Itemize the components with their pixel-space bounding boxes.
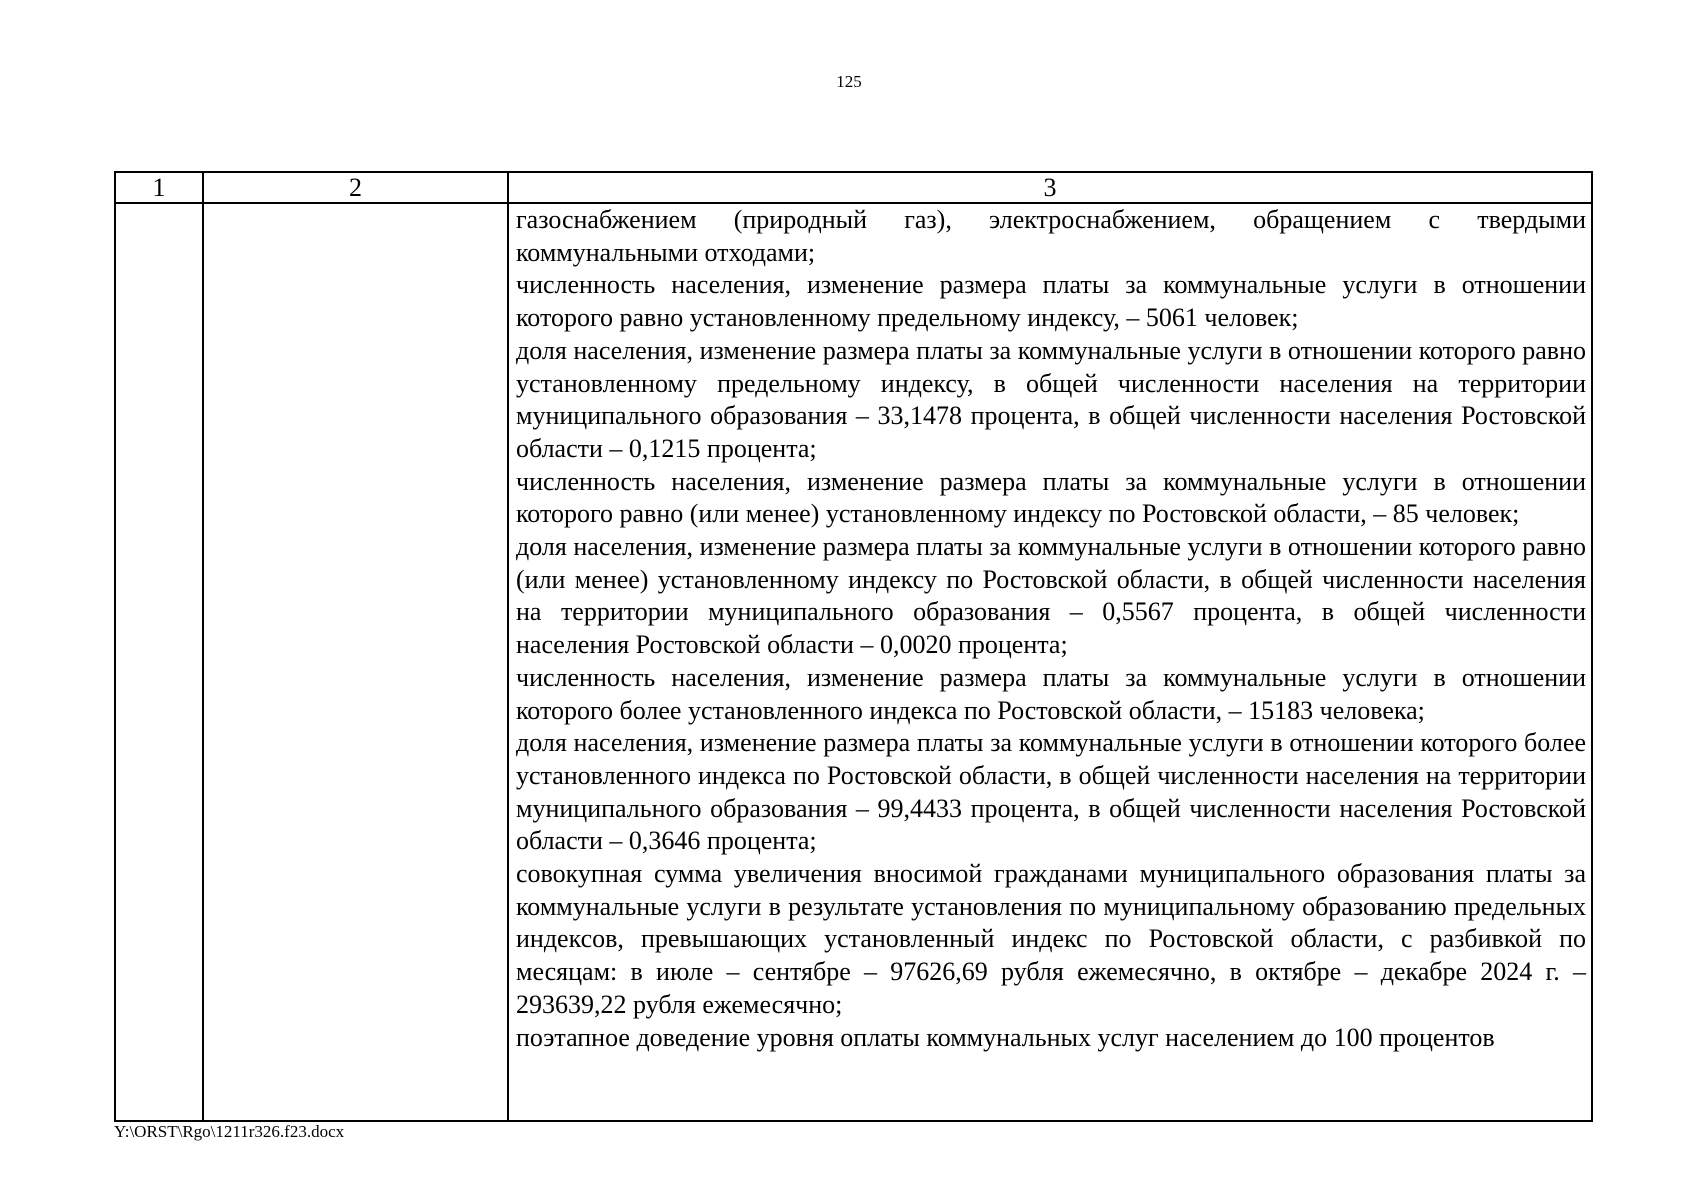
paragraph-waste-services: газоснабжением (природный газ), электроснабжением, обращением с твердыми коммунальными отходами; xyxy=(516,205,1586,267)
column-header-3: 3 xyxy=(508,172,1592,203)
paragraph-gradual-payment-level: поэтапное доведение уровня оплаты коммунальных услуг населением до 100 процентов xyxy=(516,1022,1495,1052)
footer-file-path: Y:\ORST\Rgo\1211r326.f23.docx xyxy=(114,1122,345,1141)
paragraph-share-above-index: доля населения, изменение размера платы за коммунальные услуги в отношении которого более установленного индекса по Ростовской области, в общей численности населения на территории муниципального образования – 99,4433 процента, в общей численности населения Ростовской области – 0,3646 процента; xyxy=(516,728,1586,856)
column-3-cell xyxy=(508,203,1592,1121)
column-header-1: 1 xyxy=(115,172,203,203)
paragraph-share-equal-or-less-index: доля населения, изменение размера платы за коммунальные услуги в отношении которого равно (или менее) установленному индексу по Ростовской области, в общей численности населения на территории муниципального образования – 0,5567 процента, в общей численности населения Ростовской области – 0,0020 процента; xyxy=(516,532,1586,660)
column-2-cell xyxy=(203,203,508,1121)
paragraph-total-increase-sum: совокупная сумма увеличения вносимой гражданами муниципального образования платы за коммунальные услуги в результате установления по муниципальному образованию предельных индексов, превышающих установленный индекс по Ростовской области, с разбивкой по месяцам: в июле – сентябре – 97626,69 рубля ежемесячно, в октябре – декабре 2024 г. – 293639,22 рубля ежемесячно; xyxy=(516,859,1586,1019)
paragraph-share-equal-limit: доля населения, изменение размера платы за коммунальные услуги в отношении которого равно установленному предельному индексу, в общей численности населения на территории муниципального образования – 33,1478 процента, в общей численности населения Ростовской области – 0,1215 процента; xyxy=(516,335,1586,463)
paragraph-population-equal-or-less-index: численность населения, изменение размера платы за коммунальные услуги в отношении которого равно (или менее) установленному индексу по Ростовской области, – 85 человек; xyxy=(516,466,1586,529)
column-1-cell xyxy=(115,203,203,1121)
paragraph-population-equal-limit: численность населения, изменение размера платы за коммунальные услуги в отношении которого равно установленному предельному индексу, – 5061 человек; xyxy=(516,270,1586,333)
document-table xyxy=(114,171,1593,1122)
paragraph-population-above-index: численность населения, изменение размера платы за коммунальные услуги в отношении которого более установленного индекса по Ростовской области, – 15183 человека; xyxy=(516,662,1586,725)
page-number: 125 xyxy=(836,72,862,91)
table-row xyxy=(115,203,1592,1121)
column-header-2: 2 xyxy=(203,172,508,203)
table-header-row xyxy=(115,172,1592,203)
